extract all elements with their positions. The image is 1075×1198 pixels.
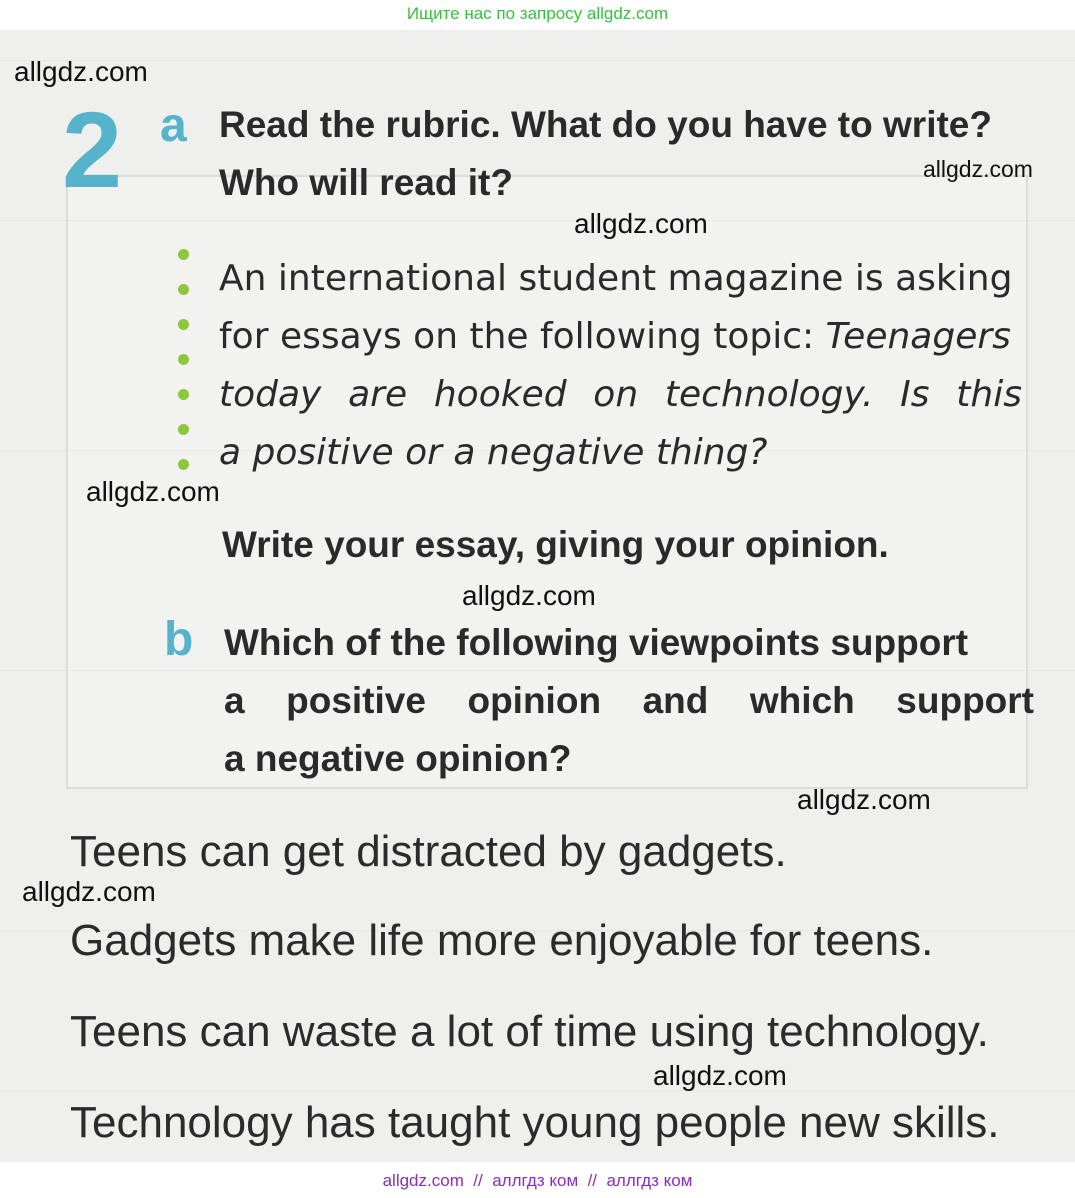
exercise-number: 2 <box>62 89 123 210</box>
bullet-dot <box>178 389 189 400</box>
bullet-dot <box>178 284 189 295</box>
bullet-dot <box>178 319 189 330</box>
part-b-heading-line-1: Which of the following viewpoints support <box>224 622 969 663</box>
viewpoint-3: Teens can waste a lot of time using technology. <box>70 1007 989 1056</box>
watermark: allgdz.com <box>797 784 931 815</box>
top-banner: Ищите нас по запросу allgdz.com <box>406 4 669 23</box>
part-b-letter: b <box>164 613 194 666</box>
rubric-line-2-italic: Teenagers <box>825 316 1011 357</box>
part-a-letter: a <box>160 99 187 152</box>
bullet-dot <box>178 249 189 260</box>
part-a-instruction: Write your essay, giving your opinion. <box>222 524 889 565</box>
rubric-line-3: today are hooked on technology. Is this <box>219 374 1022 415</box>
rubric-line-2 <box>219 308 1022 366</box>
footer-links: allgdz.com // аллгдз ком // аллгдз ком <box>382 1171 693 1190</box>
bullet-dot <box>178 354 189 365</box>
viewpoint-1: Teens can get distracted by gadgets. <box>70 827 787 876</box>
rubric-line-1: An international student magazine is asking <box>219 258 1013 299</box>
watermark: allgdz.com <box>653 1060 787 1091</box>
part-b-heading-line-3: a negative opinion? <box>224 738 572 779</box>
part-a-heading-line-1: Read the rubric. What do you have to write? <box>219 104 992 145</box>
watermark: allgdz.com <box>86 476 220 507</box>
watermark: allgdz.com <box>14 56 148 87</box>
part-a-heading-line-2: Who will read it? <box>219 162 513 203</box>
part-b-heading-line-2: a positive opinion and which support <box>224 680 1034 721</box>
watermark: allgdz.com <box>923 156 1033 182</box>
bullet-dot <box>178 424 189 435</box>
watermark: allgdz.com <box>462 580 596 611</box>
viewpoint-4: Technology has taught young people new skills. <box>70 1098 1000 1147</box>
rubric-line-4: a positive or a negative thing? <box>219 432 768 473</box>
rubric-line-2-plain: for essays on the following topic: <box>219 316 826 357</box>
viewpoint-2: Gadgets make life more enjoyable for teens. <box>70 916 934 965</box>
watermark: allgdz.com <box>22 876 156 907</box>
watermark: allgdz.com <box>574 208 708 239</box>
bullet-dot <box>178 459 189 470</box>
